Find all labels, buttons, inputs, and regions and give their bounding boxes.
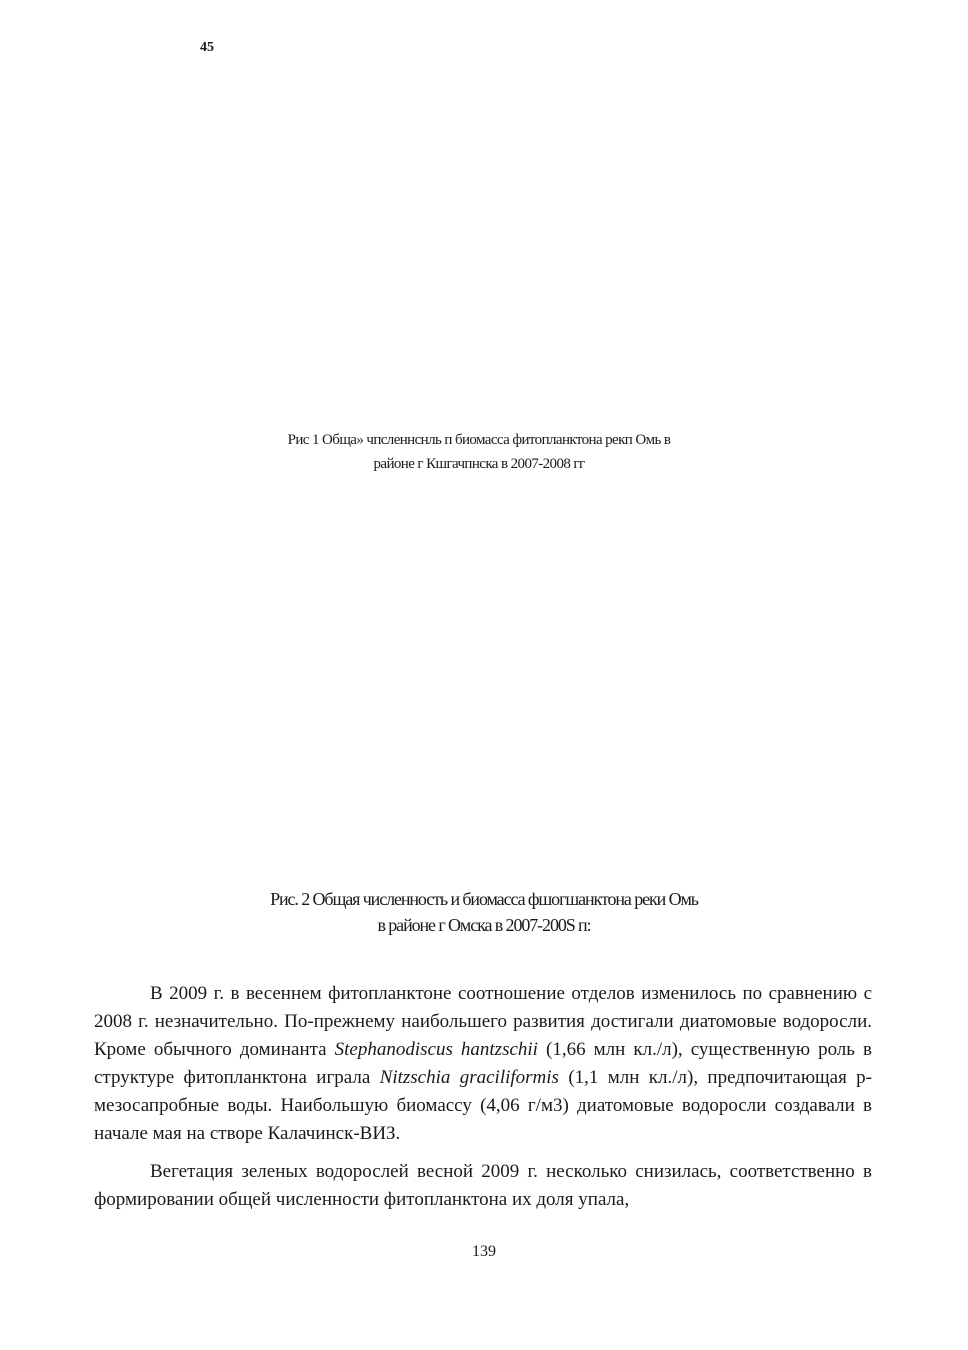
paragraph-1-text-1: В 2009 г. в весеннем фитопланктоне соотношение отделов изменилось по сравнению с 2008 г. незначительно. По-прежнему наибольшего развития достигали диатомовые водоросли. Кроме обычного доминанта [94,983,872,1060]
page-number: 139 [472,1243,496,1260]
figure-1-area [94,70,874,420]
figure-2-caption-line-1: Рис. 2 Общая численность и биомасса фшогшанктона реки Омь [270,889,698,909]
paragraph-1 [94,980,872,1148]
paragraph-1-text-2: (1,66 млн кл./л), существенную роль в структуре фитопланктона играла [94,1039,872,1088]
body-text [94,980,872,1214]
figure-2-caption [0,886,968,938]
figure-2-area [94,485,874,880]
figure-2-caption-line-2: в районе г Омска в 2007-200S п: [377,915,591,935]
paragraph-2: Вегетация зеленых водорослей весной 2009 г. несколько снизилась, соответственно в формировании общей численности фитопланктона их доля упала, [94,1161,872,1210]
corner-page-number: 45 [200,40,214,55]
figure-1-caption-line-1: Рис 1 Обща» чпсленнснль п биомасса фитопланктона рекп Омь в [287,432,671,448]
species-name-stephanodiscus: Stephanodiscus hantzschii [334,1039,538,1060]
species-name-nitzschia: Nitzschia graciliformis [379,1067,559,1088]
paragraph-1-text-3: (1,1 млн кл./л), предпочитающая р-мезосапробные воды. Наибольшую биомассу (4,06 г/м3) диатомовые водоросли создавали в начале мая на створе Калачинск-ВИЗ. [94,1067,872,1144]
figure-1-caption [0,428,968,476]
figure-1-caption-line-2: районе г Кшгачпнска в 2007-2008 гг [373,456,585,472]
